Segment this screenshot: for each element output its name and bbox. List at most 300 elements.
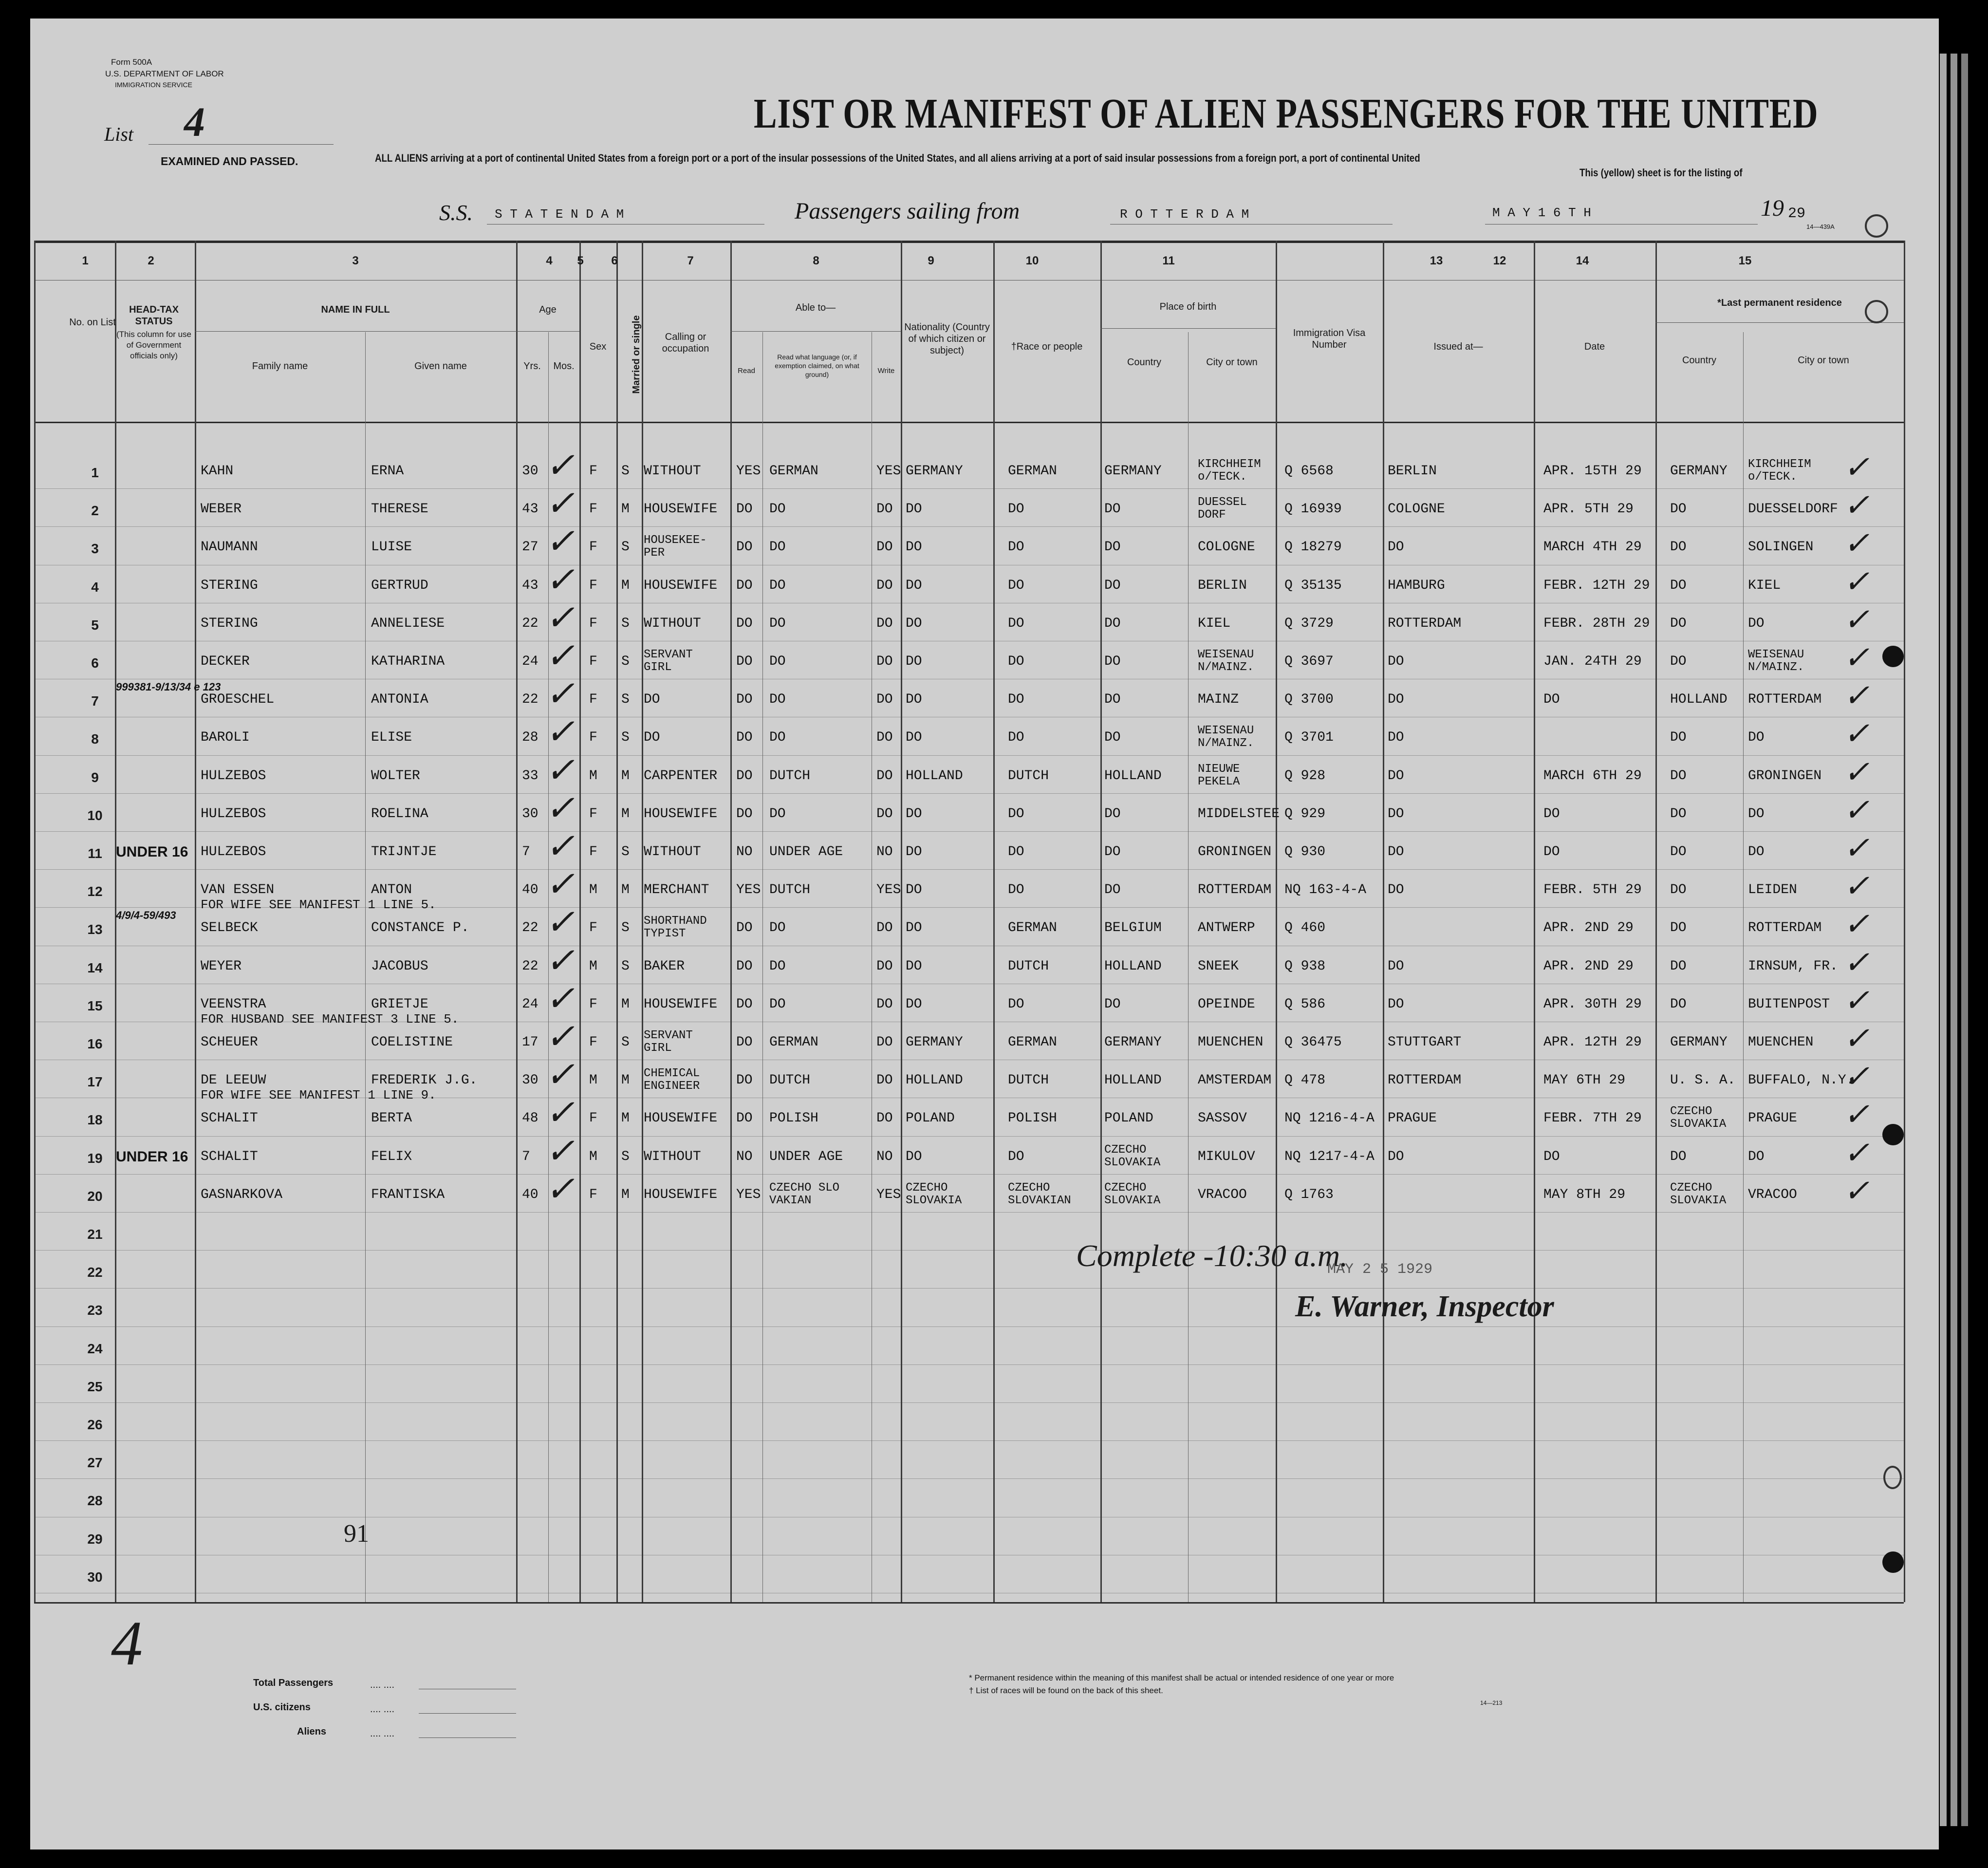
given-name: LUISE xyxy=(371,540,412,555)
can-read: DO xyxy=(736,1035,753,1050)
age-years: 43 xyxy=(522,578,539,593)
race: DO xyxy=(1008,882,1024,897)
page-title: LIST OR MANIFEST OF ALIEN PASSENGERS FOR THE UNITED xyxy=(754,90,1819,137)
nationality: DO xyxy=(906,616,922,631)
list-underline xyxy=(149,144,334,145)
family-name: NAUMANN xyxy=(201,540,258,555)
issued-at: DO xyxy=(1388,730,1404,745)
issue-date: FEBR. 28TH 29 xyxy=(1543,616,1650,631)
residence-city: BUFFALO, N.Y. xyxy=(1748,1073,1855,1088)
page-edge xyxy=(1961,54,1968,1826)
residence-city: KIRCHHEIM o/TECK. xyxy=(1748,458,1811,484)
table-bottom-border xyxy=(34,1602,1904,1604)
residence-country: DO xyxy=(1670,844,1687,859)
row-line xyxy=(34,793,1904,794)
header-head-tax-note: (This column for use of Government officials only) xyxy=(116,330,191,360)
issue-date: APR. 2ND 29 xyxy=(1543,959,1634,974)
age-years: 43 xyxy=(522,502,539,517)
check-mark-icon: ✓ xyxy=(545,712,575,751)
given-name: GRIETJE xyxy=(371,997,428,1012)
footer-total-passengers: Total Passengers xyxy=(253,1678,334,1688)
check-mark-icon: ✓ xyxy=(545,903,575,942)
residence-country: DO xyxy=(1670,768,1687,784)
family-name: GROESCHEL xyxy=(201,692,275,707)
header-no-on-list: No. on List xyxy=(69,317,116,328)
check-mark-icon: ✓ xyxy=(1843,983,1870,1018)
residence-country: DO xyxy=(1670,578,1687,593)
birth-country: BELGIUM xyxy=(1104,920,1162,935)
column-line xyxy=(365,332,366,1602)
header-nationality: Nationality (Country of which citizen or subject) xyxy=(904,322,990,356)
header-read-language: Read what language (or, if exemption claimed, on what ground) xyxy=(775,353,859,378)
header-name-in-full: NAME IN FULL xyxy=(321,304,390,315)
check-mark-icon: ✓ xyxy=(1843,831,1870,865)
check-mark-icon: ✓ xyxy=(545,789,575,828)
header-birth-city: City or town xyxy=(1206,357,1258,368)
birth-country: DO xyxy=(1104,654,1121,669)
birth-city: NIEUWE PEKELA xyxy=(1198,763,1240,788)
can-write: YES xyxy=(876,1187,901,1202)
header-read: Read xyxy=(738,367,755,375)
visa-number: Q 35135 xyxy=(1284,578,1342,593)
issued-at: DO xyxy=(1388,654,1404,669)
row-line xyxy=(34,869,1904,870)
marital-status: S xyxy=(621,920,630,935)
check-mark-icon: ✓ xyxy=(545,522,575,561)
column-number: 4 xyxy=(546,254,553,267)
header-calling: Calling or occupation xyxy=(662,332,709,354)
birth-city: VRACOO xyxy=(1198,1187,1247,1202)
check-mark-icon: ✓ xyxy=(545,484,575,523)
marital-status: S xyxy=(621,692,630,707)
can-write: DO xyxy=(876,997,893,1012)
row-number: 24 xyxy=(87,1341,103,1356)
birth-country: DO xyxy=(1104,578,1121,593)
list-number: 4 xyxy=(184,98,205,145)
race: DO xyxy=(1008,1149,1024,1164)
row-number: 17 xyxy=(87,1074,103,1089)
row-number: 21 xyxy=(87,1227,103,1242)
visa-number: Q 938 xyxy=(1284,959,1326,974)
check-mark-icon: ✓ xyxy=(1843,793,1870,827)
header-date: Date xyxy=(1584,341,1605,352)
ship-name: S T A T E N D A M xyxy=(495,207,624,222)
age-years: 28 xyxy=(522,730,539,745)
row-line xyxy=(34,1440,1904,1441)
residence-city: DO xyxy=(1748,806,1765,822)
head-tax-status: 4/9/4-59/493 xyxy=(116,909,176,921)
can-write: DO xyxy=(876,692,893,707)
check-mark-icon: ✓ xyxy=(545,674,575,713)
residence-country: DO xyxy=(1670,616,1687,631)
column-line xyxy=(1655,241,1657,1602)
punch-hole xyxy=(1882,1124,1904,1145)
birth-city: WEISENAU N/MAINZ. xyxy=(1198,648,1254,674)
residence-city: PRAGUE xyxy=(1748,1111,1797,1126)
sex: F xyxy=(589,578,597,593)
can-read: NO xyxy=(736,1149,753,1164)
occupation: CARPENTER xyxy=(644,768,718,784)
family-name: SCHALIT xyxy=(201,1111,258,1126)
issue-date: FEBR. 7TH 29 xyxy=(1543,1111,1642,1126)
marital-status: M xyxy=(621,578,630,593)
check-mark-icon: ✓ xyxy=(545,1017,575,1056)
row-line xyxy=(34,1288,1904,1289)
row-number: 1 xyxy=(91,465,99,480)
column-line xyxy=(1383,241,1384,1602)
read-language: DO xyxy=(769,654,786,669)
family-name: SCHALIT xyxy=(201,1149,258,1164)
check-mark-icon: ✓ xyxy=(545,827,575,866)
column-line xyxy=(762,332,763,1602)
check-mark-icon: ✓ xyxy=(545,865,575,904)
read-language: CZECHO SLO VAKIAN xyxy=(769,1181,840,1207)
occupation: CHEMICAL ENGINEER xyxy=(644,1067,700,1093)
issued-at: BERLIN xyxy=(1388,464,1437,479)
check-mark-icon: ✓ xyxy=(1843,869,1870,903)
can-read: DO xyxy=(736,502,753,517)
visa-number: Q 3701 xyxy=(1284,730,1334,745)
age-years: 22 xyxy=(522,692,539,707)
marital-status: M xyxy=(621,1111,630,1126)
occupation: SERVANT GIRL xyxy=(644,1029,693,1055)
can-read: DO xyxy=(736,997,753,1012)
race: DUTCH xyxy=(1008,768,1049,784)
column-number: 3 xyxy=(352,254,359,267)
read-language: DUTCH xyxy=(769,882,811,897)
race: DO xyxy=(1008,692,1024,707)
birth-city: KIRCHHEIM o/TECK. xyxy=(1198,458,1261,484)
year: 29 xyxy=(1788,205,1806,222)
issue-date: APR. 2ND 29 xyxy=(1543,920,1634,935)
column-line xyxy=(642,241,643,1602)
header-mos: Mos. xyxy=(553,361,575,372)
row-number: 15 xyxy=(87,998,103,1013)
marital-status: M xyxy=(621,806,630,822)
race: DO xyxy=(1008,997,1024,1012)
family-name: HULZEBOS xyxy=(201,806,266,822)
punch-hole xyxy=(1882,1551,1904,1573)
birth-country: DO xyxy=(1104,502,1121,517)
nationality: DO xyxy=(906,920,922,935)
can-read: DO xyxy=(736,959,753,974)
given-name: THERESE xyxy=(371,502,428,517)
head-tax-status: UNDER 16 xyxy=(116,1149,188,1165)
residence-country: U. S. A. xyxy=(1670,1073,1736,1088)
family-name: WEYER xyxy=(201,959,242,974)
nationality: DO xyxy=(906,1149,922,1164)
birth-city: MIDDELSTEE xyxy=(1198,806,1280,822)
issued-at: DO xyxy=(1388,692,1404,707)
read-language: POLISH xyxy=(769,1111,818,1126)
age-years: 33 xyxy=(522,768,539,784)
residence-country: CZECHO SLOVAKIA xyxy=(1670,1181,1727,1207)
check-mark-icon: ✓ xyxy=(1843,678,1870,713)
nationality: DO xyxy=(906,844,922,859)
column-number: 2 xyxy=(148,254,154,267)
occupation: HOUSEWIFE xyxy=(644,502,718,517)
punch-hole xyxy=(1882,646,1904,667)
check-mark-icon: ✓ xyxy=(1843,1097,1870,1132)
race: DO xyxy=(1008,540,1024,555)
occupation: WITHOUT xyxy=(644,464,701,479)
sex: F xyxy=(589,806,597,822)
column-line xyxy=(730,241,732,1602)
visa-number: Q 36475 xyxy=(1284,1035,1342,1050)
can-write: DO xyxy=(876,920,893,935)
race: GERMAN xyxy=(1008,1035,1057,1050)
race: POLISH xyxy=(1008,1111,1057,1126)
birth-city: ANTWERP xyxy=(1198,920,1255,935)
age-years: 30 xyxy=(522,806,539,822)
can-write: YES xyxy=(876,464,901,479)
sex: F xyxy=(589,1035,597,1050)
footer-line xyxy=(419,1713,516,1714)
check-mark-icon: ✓ xyxy=(545,598,575,637)
header-married: Married or single xyxy=(631,315,642,394)
header-able-to: Able to— xyxy=(795,302,836,313)
header-lr-city: City or town xyxy=(1798,355,1849,366)
port-name: R O T T E R D A M xyxy=(1120,207,1249,222)
nationality: DO xyxy=(906,502,922,517)
issue-date: DO xyxy=(1543,844,1560,859)
age-years: 27 xyxy=(522,540,539,555)
row-number: 5 xyxy=(91,617,99,633)
marital-status: S xyxy=(621,616,630,631)
age-years: 17 xyxy=(522,1035,539,1050)
check-mark-icon: ✓ xyxy=(1843,564,1870,599)
read-language: DO xyxy=(769,806,786,822)
residence-city: DO xyxy=(1748,1149,1765,1164)
binder-ring xyxy=(1865,214,1888,238)
row-number: 8 xyxy=(91,731,99,747)
sex: F xyxy=(589,616,597,631)
sailing-label: Passengers sailing from xyxy=(795,198,1020,224)
table-top-border xyxy=(34,241,1904,243)
manifest-note: FOR WIFE SEE MANIFEST 1 LINE 5. xyxy=(201,897,436,912)
issued-at: HAMBURG xyxy=(1388,578,1445,593)
residence-country: HOLLAND xyxy=(1670,692,1728,707)
age-years: 30 xyxy=(522,1073,539,1088)
occupation: HOUSEWIFE xyxy=(644,578,718,593)
marital-status: M xyxy=(621,768,630,784)
given-name: BERTA xyxy=(371,1111,412,1126)
birth-country: DO xyxy=(1104,997,1121,1012)
can-write: DO xyxy=(876,1073,893,1088)
footer-dots: .... .... xyxy=(370,1728,395,1739)
given-name: FRANTISKA xyxy=(371,1187,445,1202)
birth-country: DO xyxy=(1104,844,1121,859)
birth-city: DUESSEL DORF xyxy=(1198,496,1247,522)
birth-city: COLOGNE xyxy=(1198,540,1255,555)
row-number: 22 xyxy=(87,1265,103,1280)
birth-city: ROTTERDAM xyxy=(1198,882,1272,897)
age-years: 22 xyxy=(522,616,539,631)
nationality: DO xyxy=(906,540,922,555)
check-mark-icon: ✓ xyxy=(545,636,575,675)
issued-at: STUTTGART xyxy=(1388,1035,1462,1050)
given-name: ERNA xyxy=(371,464,404,479)
complete-note: Complete -10:30 a.m. xyxy=(1076,1238,1348,1273)
nationality: DO xyxy=(906,692,922,707)
column-line xyxy=(34,241,36,1602)
issued-at: DO xyxy=(1388,844,1404,859)
row-number: 10 xyxy=(87,808,103,823)
row-number: 30 xyxy=(87,1569,103,1585)
race: DUTCH xyxy=(1008,959,1049,974)
row-line xyxy=(34,1136,1904,1137)
given-name: FELIX xyxy=(371,1149,412,1164)
marital-status: S xyxy=(621,959,630,974)
row-line xyxy=(34,488,1904,489)
can-write: DO xyxy=(876,959,893,974)
row-number: 6 xyxy=(91,655,99,671)
residence-city: DO xyxy=(1748,616,1765,631)
issue-date: APR. 15TH 29 xyxy=(1543,464,1642,479)
can-write: DO xyxy=(876,578,893,593)
issued-at: DO xyxy=(1388,882,1404,897)
residence-country: DO xyxy=(1670,920,1687,935)
family-name: DE LEEUW xyxy=(201,1073,266,1088)
marital-status: S xyxy=(621,464,630,479)
occupation: WITHOUT xyxy=(644,844,701,859)
age-years: 24 xyxy=(522,997,539,1012)
row-line xyxy=(34,1326,1904,1327)
birth-country: POLAND xyxy=(1104,1111,1153,1126)
visa-number: NQ 1217-4-A xyxy=(1284,1149,1375,1164)
marital-status: M xyxy=(621,882,630,897)
row-number: 9 xyxy=(91,770,99,785)
header-write: Write xyxy=(877,367,895,375)
department: U.S. DEPARTMENT OF LABOR xyxy=(105,69,224,78)
age-years: 24 xyxy=(522,654,539,669)
footer-us-citizens: U.S. citizens xyxy=(253,1702,311,1713)
birth-country: CZECHO SLOVAKIA xyxy=(1104,1181,1161,1207)
given-name: CONSTANCE P. xyxy=(371,920,469,935)
paper xyxy=(30,19,1939,1849)
row-number: 20 xyxy=(87,1189,103,1204)
head-tax-status: UNDER 16 xyxy=(116,844,188,860)
visa-number: Q 1763 xyxy=(1284,1187,1334,1202)
read-language: DO xyxy=(769,920,786,935)
family-name: VEENSTRA xyxy=(201,997,266,1012)
column-line xyxy=(1188,332,1189,1602)
race: DO xyxy=(1008,730,1024,745)
residence-country: DO xyxy=(1670,882,1687,897)
residence-country: DO xyxy=(1670,997,1687,1012)
check-mark-icon: ✓ xyxy=(1843,907,1870,941)
occupation: BAKER xyxy=(644,959,685,974)
family-name: DECKER xyxy=(201,654,250,669)
visa-number: Q 478 xyxy=(1284,1073,1326,1088)
nationality: DO xyxy=(906,578,922,593)
column-number: 13 xyxy=(1430,254,1443,267)
issued-at: DO xyxy=(1388,806,1404,822)
header-birth-country: Country xyxy=(1127,357,1162,368)
can-write: DO xyxy=(876,768,893,784)
age-years: 22 xyxy=(522,920,539,935)
row-number: 18 xyxy=(87,1112,103,1127)
occupation: HOUSEWIFE xyxy=(644,997,718,1012)
issue-date: MAY 8TH 29 xyxy=(1543,1187,1626,1202)
can-read: NO xyxy=(736,844,753,859)
given-name: JACOBUS xyxy=(371,959,428,974)
birth-country: DO xyxy=(1104,540,1121,555)
column-line xyxy=(579,241,581,1602)
check-mark-icon: ✓ xyxy=(1843,640,1870,675)
sex: F xyxy=(589,1111,597,1126)
can-write: DO xyxy=(876,806,893,822)
visa-number: NQ 163-4-A xyxy=(1284,882,1367,897)
nationality: GERMANY xyxy=(906,464,963,479)
visa-number: Q 930 xyxy=(1284,844,1326,859)
check-mark-icon: ✓ xyxy=(1843,1136,1870,1170)
check-mark-icon: ✓ xyxy=(1843,1059,1870,1094)
sex: M xyxy=(589,768,597,784)
residence-city: SOLINGEN xyxy=(1748,540,1814,555)
read-language: DO xyxy=(769,540,786,555)
row-number: 29 xyxy=(87,1532,103,1547)
can-write: DO xyxy=(876,616,893,631)
year-prefix: 19 xyxy=(1761,195,1784,221)
occupation: MERCHANT xyxy=(644,882,709,897)
header-place-of-birth: Place of birth xyxy=(1159,301,1217,312)
occupation: HOUSEWIFE xyxy=(644,1187,718,1202)
can-read: YES xyxy=(736,464,761,479)
check-mark-icon: ✓ xyxy=(545,446,575,485)
residence-city: LEIDEN xyxy=(1748,882,1797,897)
row-line xyxy=(34,831,1904,832)
can-write: DO xyxy=(876,540,893,555)
birth-country: CZECHO SLOVAKIA xyxy=(1104,1143,1161,1169)
can-read: YES xyxy=(736,882,761,897)
row-number: 23 xyxy=(87,1303,103,1318)
row-number: 28 xyxy=(87,1493,103,1508)
row-number: 14 xyxy=(87,960,103,975)
sex: F xyxy=(589,540,597,555)
row-number: 27 xyxy=(87,1455,103,1470)
check-mark-icon: ✓ xyxy=(1843,488,1870,523)
issued-at: DO xyxy=(1388,959,1404,974)
column-line xyxy=(993,241,995,1602)
race: DO xyxy=(1008,806,1024,822)
header-yrs: Yrs. xyxy=(523,361,541,372)
occupation: SERVANT GIRL xyxy=(644,648,693,674)
issue-date: APR. 12TH 29 xyxy=(1543,1035,1642,1050)
column-number: 7 xyxy=(687,254,694,267)
header-bottom-border xyxy=(34,422,1904,423)
column-line xyxy=(516,241,518,1602)
check-mark-icon: ✓ xyxy=(1843,1021,1870,1056)
intro-line-1: ALL ALIENS arriving at a port of continental United States from a foreign port or a port of the insular possessions of the United States, and all aliens arriving at a port of said insular possessions from a foreign port, a port of continental United xyxy=(375,152,1420,164)
residence-city: GRONINGEN xyxy=(1748,768,1822,784)
row-line xyxy=(34,1402,1904,1403)
residence-city: DO xyxy=(1748,730,1765,745)
can-write: DO xyxy=(876,654,893,669)
nationality: POLAND xyxy=(906,1111,955,1126)
read-language: UNDER AGE xyxy=(769,844,843,859)
occupation: HOUSEWIFE xyxy=(644,1111,718,1126)
header-lr-country: Country xyxy=(1682,355,1717,366)
issue-date: MAY 6TH 29 xyxy=(1543,1073,1626,1088)
residence-city: BUITENPOST xyxy=(1748,997,1830,1012)
form-code: 14—439A xyxy=(1806,223,1835,230)
race: GERMAN xyxy=(1008,464,1057,479)
marital-status: M xyxy=(621,1187,630,1202)
residence-country: DO xyxy=(1670,654,1687,669)
family-name: HULZEBOS xyxy=(201,768,266,784)
race: DO xyxy=(1008,844,1024,859)
